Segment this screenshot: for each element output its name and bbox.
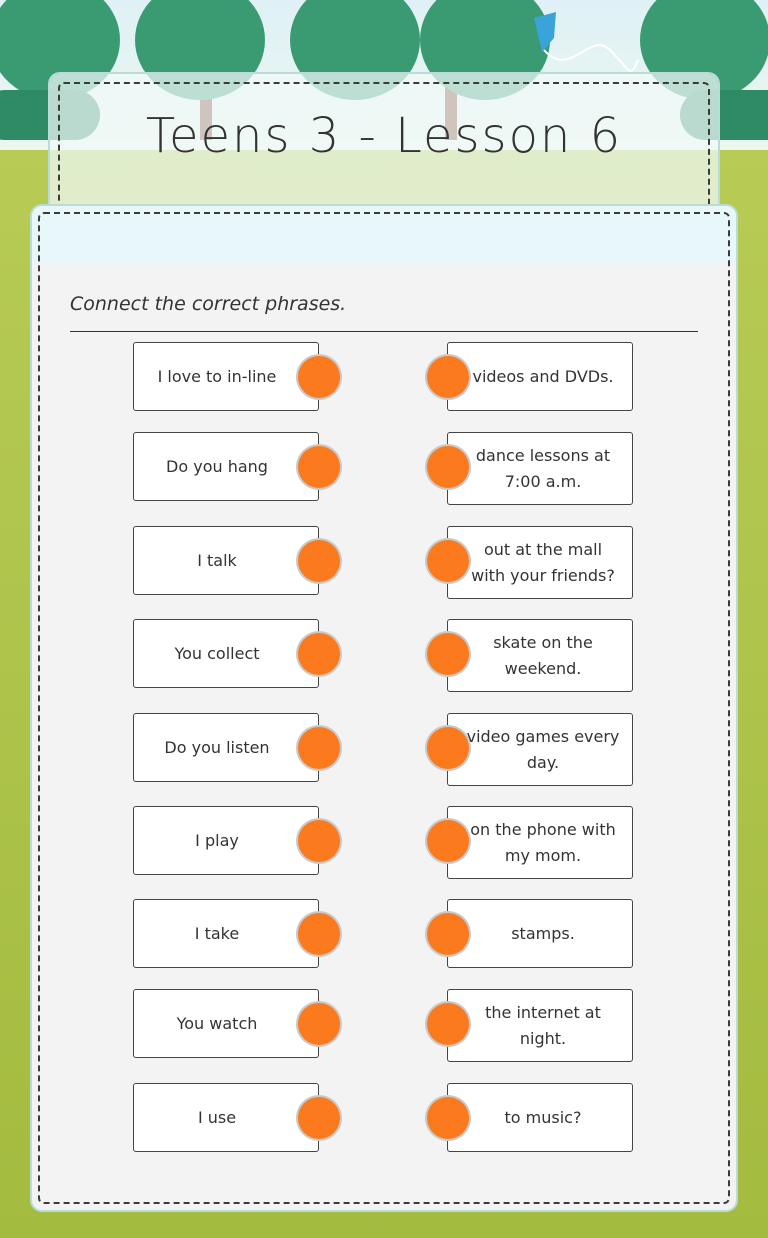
left-phrase-text: You watch <box>176 1013 258 1033</box>
left-phrase-box[interactable] <box>133 713 319 782</box>
right-phrase-text: videos and DVDs. <box>472 366 614 386</box>
left-phrase-box[interactable] <box>133 806 319 875</box>
right-phrase-box[interactable] <box>447 526 633 599</box>
left-connector-dot[interactable] <box>298 913 340 955</box>
left-connector-dot[interactable] <box>298 446 340 488</box>
left-phrase-box[interactable] <box>133 619 319 688</box>
right-connector-dot[interactable] <box>427 540 469 582</box>
left-phrase-box[interactable] <box>133 432 319 501</box>
left-connector-dot[interactable] <box>298 820 340 862</box>
right-phrase-box[interactable] <box>447 342 633 411</box>
left-phrase-box[interactable] <box>133 1083 319 1152</box>
left-phrase-text: Do you listen <box>164 737 270 757</box>
right-connector-dot[interactable] <box>427 1003 469 1045</box>
right-connector-dot[interactable] <box>427 446 469 488</box>
right-phrase-text: the internet at night. <box>485 1002 601 1048</box>
divider <box>70 331 698 332</box>
left-connector-dot[interactable] <box>298 633 340 675</box>
right-phrase-box[interactable] <box>447 432 633 505</box>
left-phrase-text: Do you hang <box>166 456 268 476</box>
page-title: Teens 3 - Lesson 6 <box>145 108 623 164</box>
left-connector-dot[interactable] <box>298 356 340 398</box>
right-phrase-box[interactable] <box>447 619 633 692</box>
right-phrase-text: video games every day. <box>466 726 620 772</box>
instruction-text: Connect the correct phrases. <box>70 293 347 315</box>
right-phrase-box[interactable] <box>447 1083 633 1152</box>
left-phrase-text: I play <box>195 830 239 850</box>
left-phrase-box[interactable] <box>133 526 319 595</box>
right-phrase-text: skate on the weekend. <box>493 632 593 678</box>
kite-icon <box>530 10 640 80</box>
left-phrase-box[interactable] <box>133 899 319 968</box>
left-phrase-text: I love to in-line <box>157 366 277 386</box>
right-phrase-text: out at the mall with your friends? <box>471 539 615 585</box>
right-phrase-box[interactable] <box>447 989 633 1062</box>
left-phrase-text: I talk <box>197 550 237 570</box>
right-connector-dot[interactable] <box>427 820 469 862</box>
left-connector-dot[interactable] <box>298 727 340 769</box>
left-phrase-box[interactable] <box>133 989 319 1058</box>
right-phrase-box[interactable] <box>447 899 633 968</box>
right-phrase-box[interactable] <box>447 806 633 879</box>
right-connector-dot[interactable] <box>427 356 469 398</box>
left-connector-dot[interactable] <box>298 540 340 582</box>
right-phrase-text: dance lessons at 7:00 a.m. <box>475 445 611 491</box>
right-connector-dot[interactable] <box>427 727 469 769</box>
left-phrase-text: You collect <box>174 643 260 663</box>
right-phrase-text: stamps. <box>511 923 575 943</box>
left-phrase-text: I take <box>194 923 240 943</box>
left-connector-dot[interactable] <box>298 1097 340 1139</box>
right-phrase-box[interactable] <box>447 713 633 786</box>
right-connector-dot[interactable] <box>427 913 469 955</box>
right-phrase-text: on the phone with my mom. <box>470 819 616 865</box>
right-connector-dot[interactable] <box>427 1097 469 1139</box>
right-connector-dot[interactable] <box>427 633 469 675</box>
left-phrase-text: I use <box>197 1107 237 1127</box>
right-phrase-text: to music? <box>504 1107 582 1127</box>
left-phrase-box[interactable] <box>133 342 319 411</box>
left-connector-dot[interactable] <box>298 1003 340 1045</box>
